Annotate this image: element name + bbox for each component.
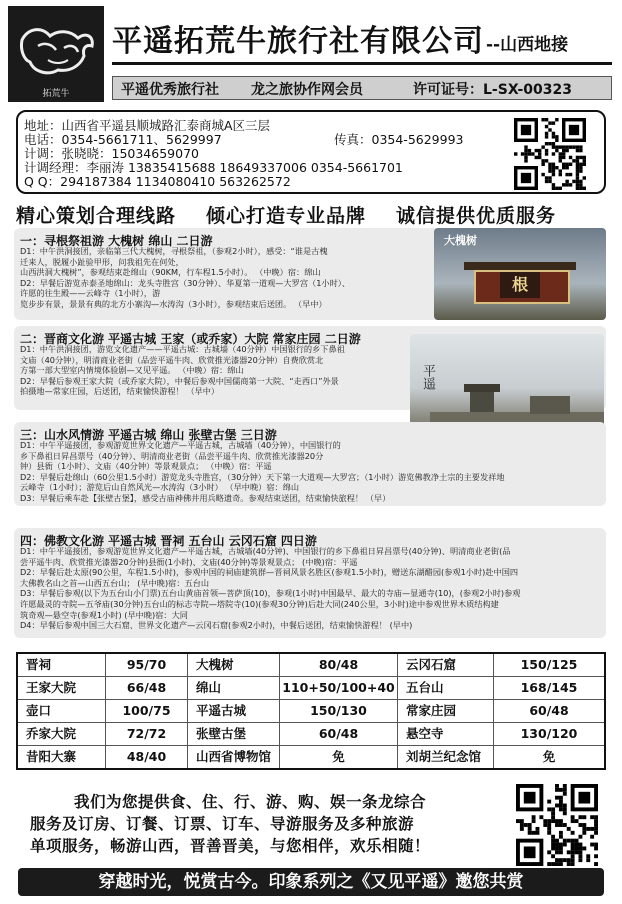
attraction-name: 五台山 <box>398 677 494 699</box>
ticket-price: 168/145 <box>520 680 578 695</box>
route-line: 迁来人，脱履小趾验甲形，问我祖先在何处， <box>20 256 184 267</box>
route-line: D2：早餐后赴太原(90公里，车程1.5小时)，参观中国的祠庙建筑群—晋祠风景名胜区(参观1.5小时)，赠送东湖醋园(参观1小时)赴中国四 <box>20 567 519 578</box>
route-card-3 <box>14 422 606 506</box>
price-row <box>18 723 604 746</box>
route-line: D1：中午洪洞接团，亲临第三代大槐树，寻根祭祖，（参观2小时），感受：“谁是古槐 <box>20 246 328 256</box>
slogan-3: 诚信提供优质服务 <box>396 205 557 227</box>
qr-code-icon <box>514 118 586 190</box>
ticket-price: 130/120 <box>520 726 578 741</box>
route-line: D3：早餐后乘车赴【张壁古堡】，感受古庙神佛井用兵略遗奇。参观结束送团，结束愉快旅程！ （早） <box>20 493 391 503</box>
route-line: 文庙（40分钟），明清商业老街（品尝平遥牛肉、欣赏推光漆器20分钟）自费欣赏北 <box>20 354 324 365</box>
photo-label: 平遥 <box>420 364 435 390</box>
attraction-name: 常家庄园 <box>398 700 494 722</box>
region-label: --山西地接 <box>486 35 569 55</box>
credential-member: 龙之旅协作网会员 <box>251 82 363 98</box>
company-logo <box>8 6 104 102</box>
route-line: D1：中午平遥接团，参观游览世界文化遗产—平遥古城，古城墙（40分钟），中国银行的 <box>20 440 341 450</box>
ticket-price: 100/75 <box>106 700 188 722</box>
service-line-3: 单项服务，畅游山西，晋善晋美，与您相伴，欢乐相随！ <box>30 837 431 855</box>
slogan-row <box>16 201 556 228</box>
attraction-name: 乔家大院 <box>18 723 106 745</box>
header-divider <box>112 62 612 65</box>
route-title: 二：晋商文化游 平遥古城 王家（或乔家）大院 常家庄园 二日游 <box>20 332 361 346</box>
route-line: 尝平遥牛肉、欣赏推光漆器20分钟)县衙(1小时)、文庙(40分钟)等景观景点； (中晚)宿：平遥 <box>20 556 358 567</box>
ticket-price: 60/48 <box>529 703 569 718</box>
price-row <box>18 746 604 769</box>
attraction-name: 张壁古堡 <box>188 723 280 745</box>
service-line-2: 服务及订房、订餐、订票、订车、导游服务及多种旅游 <box>30 815 415 833</box>
service-line-1: 我们为您提供食、住、行、游、购、娱一条龙综合 <box>74 793 427 811</box>
route-line: 览步步有景，景景有典的北方小寨沟—水涛沟（3小时），参观结束后送团。 （早中） <box>20 299 327 309</box>
route-title: 一：寻根祭祖游 大槐树 绵山 二日游 <box>20 234 213 248</box>
ticket-price: 150/130 <box>280 700 398 722</box>
contact-manager: 计调经理：李丽涛 13835415688 18649337006 0354-5661701 <box>24 160 403 175</box>
company-name: 平遥拓荒牛旅行社有限公司 <box>112 24 484 59</box>
ticket-price-table <box>16 652 606 770</box>
ticket-price: 95/70 <box>106 654 188 676</box>
route-line: 云峰寺（1小时）；游览后山自然风光—水涛沟（3小时） （早中晚）宿：绵山 <box>20 482 300 493</box>
contact-phone: 电话：0354-5661711、5629997 <box>24 132 222 147</box>
ticket-price: 80/48 <box>280 654 398 676</box>
ticket-price: 48/40 <box>106 746 188 768</box>
price-row <box>18 677 604 700</box>
route-line: 山西洪洞大槐树”，参观结束赴绵山（90KM，行车程1.5小时）。 （中晚）宿：绵山 <box>20 267 321 278</box>
photo-sign: 根 <box>500 272 540 298</box>
route-line: 筑奇观—悬空寺(参观1小时) (早中晚)宿：大同 <box>20 609 188 620</box>
credential-excellent: 平遥优秀旅行社 <box>121 82 219 98</box>
route-title: 四：佛教文化游 平遥古城 晋祠 五台山 云冈石窟 四日游 <box>20 534 317 548</box>
attraction-name: 刘胡兰纪念馆 <box>398 746 494 768</box>
big-locust-tree-photo <box>434 228 606 320</box>
route-line: D2：早餐后游览赤泰圣地绵山：龙头寺胜宫（30分钟）、华夏第一道观—大罗宫（1小时）、 <box>20 277 351 288</box>
attraction-name: 悬空寺 <box>398 723 494 745</box>
attraction-name: 大槐树 <box>188 654 280 676</box>
attraction-name: 昔阳大寨 <box>18 746 106 768</box>
route-line: D3：早餐后参观(以下为五台山小门票)五台山黄庙首领—菩萨顶(10)，参观(1小时)中国最早、最大的寺庙—显通寺(10)，(参观2小时)参观 <box>20 588 521 599</box>
route-title: 三：山水风情游 平遥古城 绵山 张壁古堡 三日游 <box>20 428 277 442</box>
attraction-name: 晋祠 <box>18 654 106 676</box>
credential-bar <box>112 76 612 100</box>
attraction-name: 云冈石窟 <box>398 654 494 676</box>
route-line: D4：早餐后参观中国三大石窟、世界文化遗产—云冈石窟(参观2小时)，中餐后送团，结束愉快游程！ (早中) <box>20 620 413 631</box>
route-line: D2：早餐后参观王家大院（或乔家大院），中餐后参观中国儒商第一大院、“走西口”外景 <box>20 375 339 386</box>
credential-license: 许可证号：L-SX-00323 <box>413 82 572 98</box>
photo-label: 大槐树 <box>444 234 477 247</box>
route-line: D1：中午平遥接团，参观游览世界文化遗产—平遥古城，古城墙(40分钟)、中国银行的乡下鼻祖日昇昌票号(40分钟)、明清商业老街(品 <box>20 546 511 556</box>
slogan-2: 倾心打造专业品牌 <box>206 205 367 227</box>
price-row <box>18 654 604 677</box>
ticket-price: 免 <box>542 749 556 764</box>
contact-planner: 计调：张晓晓：15034659070 <box>24 146 199 161</box>
contact-fax: 传真：0354-5629993 <box>334 132 464 147</box>
route-line: 方第一部大型室内情境体验剧—又见平遥。 （中晚）宿：绵山 <box>20 365 244 376</box>
route-line: 乡下鼻祖日昇昌票号（40分钟）、明清商业老街（品尝平遥牛肉、欣赏推光漆器20分 <box>20 450 324 461</box>
route-line: 拍摄地—常家庄园，后送团，结束愉快游程！ （早中） <box>20 386 220 397</box>
attraction-name: 王家大院 <box>18 677 106 699</box>
ticket-price: 60/48 <box>280 723 398 745</box>
ticket-price: 72/72 <box>106 723 188 745</box>
price-row <box>18 700 604 723</box>
route-card-4 <box>14 528 606 638</box>
route-line: 钟）县衙（1小时）、文庙（40分钟）等景观景点； （中晚）宿：平遥 <box>20 461 272 472</box>
footer-banner: 穿越时光，悦赏古今。印象系列之《又见平遥》邀您共赏 <box>18 868 604 896</box>
route-card-1 <box>14 228 606 320</box>
ticket-price: 66/48 <box>106 677 188 699</box>
route-line: D1：中午洪洞接团，游览文化遗产——平遥古城：古城墙（40分钟）中国银行的乡下鼻祖 <box>20 344 345 354</box>
attraction-name: 山西省博物馆 <box>188 746 280 768</box>
contact-qq: Q Q：294187384 1134080410 563262572 <box>24 174 291 189</box>
ticket-price: 110+50/100+40 <box>280 677 398 699</box>
ticket-price: 免 <box>280 746 398 768</box>
contact-address: 地址：山西省平遥县顺城路汇泰商城A区三层 <box>24 118 271 133</box>
attraction-name: 壶口 <box>18 700 106 722</box>
route-line: 许愿最灵的寺院—五爷庙(30分钟)五台山的标志寺院—塔院寺(10)(参观30分钟)后赴大同(240公里，3小时)途中参观世界木质结构建 <box>20 599 499 609</box>
slogan-1: 精心策划合理线路 <box>16 205 177 227</box>
logo-caption: 拓荒牛 <box>42 89 70 99</box>
attraction-name: 绵山 <box>188 677 280 699</box>
route-line: D2：早餐后赴绵山（60公里1.5小时）游览龙头寺胜宫，（30分钟）天下第一大道观—大罗宫；（1小时）游览佛教净土宗的主要发祥地 <box>20 471 505 482</box>
attraction-name: 平遥古城 <box>188 700 280 722</box>
route-line: 大佛教名山之首—山西五台山； (早中晚)宿：五台山 <box>20 577 210 588</box>
ticket-price: 150/125 <box>520 657 578 672</box>
route-line: 许愿的往生殿——云峰寺（1小时），游 <box>20 288 161 299</box>
qr-code-icon <box>516 784 598 866</box>
